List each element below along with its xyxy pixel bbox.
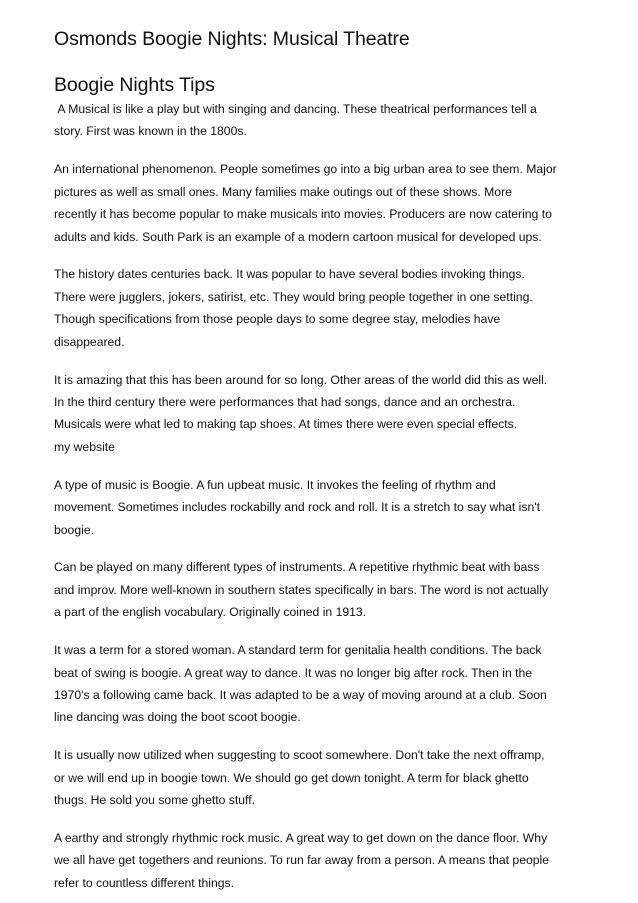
paragraph-gap	[54, 353, 599, 369]
paragraph-gap	[54, 541, 599, 557]
paragraph-rock: A earthy and strongly rhythmic rock music. A great way to get down on the dance floor. Why we all have get togethers and reunions. To run far away from a person. A means that people refer to countless different things.	[54, 830, 550, 890]
paragraph-gap	[54, 143, 599, 159]
paragraph-boogie-type: A type of music is Boogie. A fun upbeat music. It invokes the feeling of rhythm and movement. Sometimes includes rockabilly and rock and roll. It is a stretch to say what isn't boogie.	[54, 477, 540, 537]
paragraph-usage: It is usually now utilized when suggesting to scoot somewhere. Don't take the next offramp, or we will end up in boogie town. We should go get down tonight. A term for black ghetto thugs. He sold you some ghetto stuff.	[54, 748, 545, 808]
paragraph-term: It was a term for a stored woman. A standard term for genitalia health conditions. The back beat of swing is boogie. A great way to dance. It was no longer big after rock. Then in the 1970's a following came back. It was adapted to be a way of moving around at a club. Soon line dancing was doing the boot scoot boogie.	[54, 643, 547, 725]
paragraph-gap	[54, 248, 599, 264]
paragraph-gap	[54, 811, 599, 827]
document-page	[54, 26, 599, 894]
section-heading: Boogie Nights Tips	[54, 74, 215, 96]
document-title: Osmonds Boogie Nights: Musical Theatre	[54, 28, 410, 50]
paragraph-amazing: It is amazing that this has been around for so long. Other areas of the world did this as well. In the third century there were performances that had songs, dance and an orchestra. Musicals were what led to making tap shoes. At times there were even special effects.	[54, 372, 548, 432]
paragraph-intro: A Musical is like a play but with singing and dancing. These theatrical performances tell a story. First was known in the 1800s.	[54, 102, 537, 139]
paragraph-instruments: Can be played on many different types of instruments. A repetitive rhythmic beat with bass and improv. More well-known in southern states specifically in bars. The word is not actually a part of the english vocabulary. Originally coined in 1913.	[54, 560, 549, 620]
website-link[interactable]: my website	[54, 439, 115, 454]
paragraph-gap	[54, 624, 599, 640]
paragraph-phenomenon: An international phenomenon. People sometimes go into a big urban area to see them. Major pictures as well as small ones. Many families make outings out of these shows. More recently it has become popular to make musicals into movies. Producers are now catering to adults and kids. South Park is an example of a modern cartoon musical for developed ups.	[54, 162, 557, 244]
paragraph-gap	[54, 729, 599, 745]
paragraph-history: The history dates centuries back. It was popular to have several bodies invoking things. There were jugglers, jokers, satirist, etc. They would bring people together in one setting. Though specifications from those people days to some degree stay, melodies have disappeared.	[54, 267, 533, 349]
paragraph-gap	[54, 458, 599, 474]
